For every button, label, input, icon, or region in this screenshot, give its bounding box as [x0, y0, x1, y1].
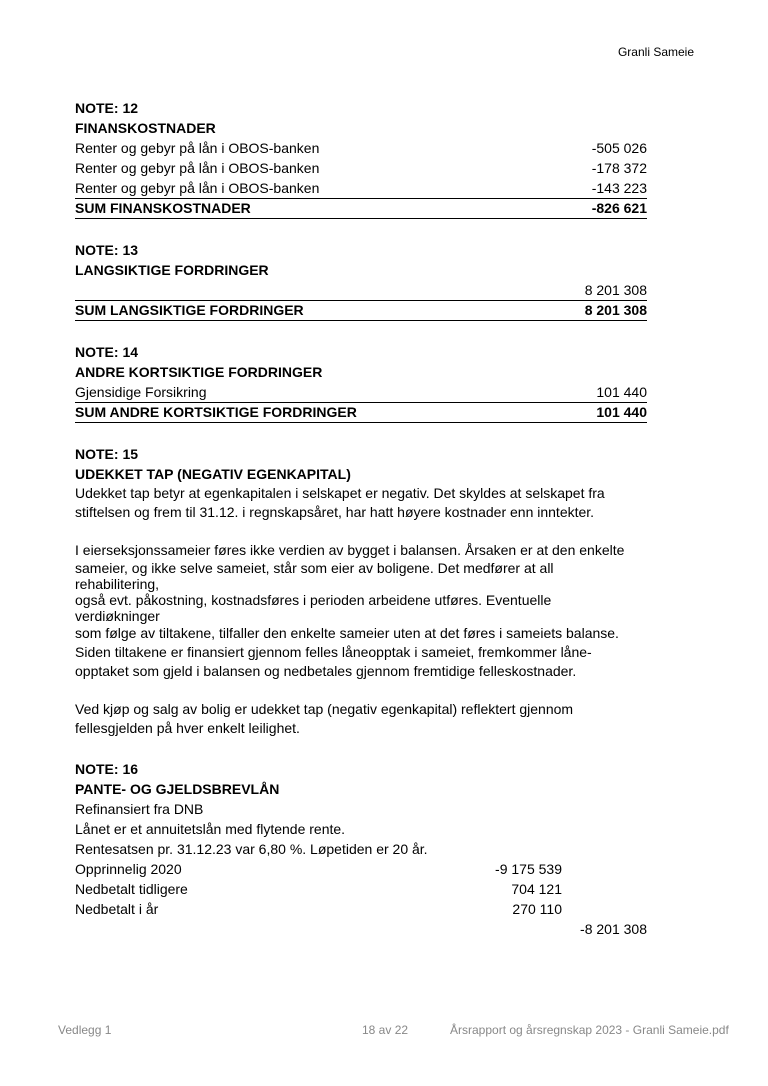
note-13-subtitle: LANGSIKTIGE FORDRINGER	[75, 262, 269, 278]
row-label: Renter og gebyr på lån i OBOS-banken	[75, 140, 320, 156]
sum-row	[75, 300, 647, 321]
row-label: Renter og gebyr på lån i OBOS-banken	[75, 180, 320, 196]
paragraph-line: sameier, og ikke selve sameiet, står som eier av boligene. Det medfører at all	[75, 560, 554, 576]
note-14	[75, 342, 647, 423]
row-value: 8 201 308	[584, 282, 647, 298]
row-label: Gjensidige Forsikring	[75, 384, 207, 400]
note-12-subtitle: FINANSKOSTNADER	[75, 120, 216, 136]
paragraph	[75, 484, 647, 522]
loan-value: -9 175 539	[495, 861, 562, 877]
footer-left: Vedlegg 1	[58, 1023, 112, 1037]
note-12-title: NOTE: 12	[75, 100, 139, 116]
loan-label: Opprinnelig 2020	[75, 861, 182, 877]
paragraph-line: fellesgjelden på hver enkelt leilighet.	[75, 720, 300, 736]
paragraph-line: Udekket tap betyr at egenkapitalen i selskapet er negativ. Det skyldes at selskapet fra	[75, 485, 605, 501]
loan-value: 270 110	[512, 901, 562, 917]
note-16-title: NOTE: 16	[75, 761, 139, 777]
paragraph	[75, 700, 647, 738]
note-13	[75, 240, 647, 321]
text-line: Refinansiert fra DNB	[75, 801, 204, 817]
loan-label: Nedbetalt tidligere	[75, 881, 188, 897]
note-15-title: NOTE: 15	[75, 446, 139, 462]
note-15-subtitle: UDEKKET TAP (NEGATIV EGENKAPITAL)	[75, 466, 351, 482]
table-row	[75, 138, 647, 158]
paragraph-line: rehabilitering,	[75, 576, 160, 592]
paragraph-line: I eierseksjonssameier føres ikke verdien av bygget i balansen. Årsaken er at den enkelte	[75, 542, 625, 558]
note-16	[75, 759, 647, 939]
paragraph-line: verdiøkninger	[75, 608, 160, 624]
loan-value: 704 121	[511, 881, 562, 897]
row-label: Renter og gebyr på lån i OBOS-banken	[75, 160, 320, 176]
sum-label: SUM LANGSIKTIGE FORDRINGER	[75, 302, 304, 318]
paragraph-line: opptaket som gjeld i balansen og nedbetales gjennom fremtidige felleskostnader.	[75, 663, 577, 679]
row-value: -178 372	[591, 160, 647, 176]
paragraph-line: stiftelsen og frem til 31.12. i regnskapsåret, har hatt høyere kostnader enn inntekter.	[75, 504, 595, 520]
sum-value: 8 201 308	[584, 302, 647, 318]
footer-page-number: 18 av 22	[362, 1023, 409, 1037]
loan-row	[75, 859, 647, 879]
header-company: Granli Sameie	[617, 45, 694, 59]
note-14-subtitle: ANDRE KORTSIKTIGE FORDRINGER	[75, 364, 323, 380]
table-row	[75, 280, 647, 300]
loan-row	[75, 879, 647, 899]
table-row	[75, 178, 647, 198]
table-row	[75, 158, 647, 178]
note-13-title: NOTE: 13	[75, 242, 139, 258]
row-value: 101 440	[596, 384, 647, 400]
sum-row	[75, 198, 647, 219]
text-line: Rentesatsen pr. 31.12.23 var 6,80 %. Løpetiden er 20 år.	[75, 841, 428, 857]
note-15	[75, 444, 647, 738]
sum-row	[75, 402, 647, 423]
paragraph-line: også evt. påkostning, kostnadsføres i perioden arbeidene utføres. Eventuelle	[75, 592, 552, 608]
sum-value: -826 621	[591, 200, 647, 216]
sum-label: SUM ANDRE KORTSIKTIGE FORDRINGER	[75, 404, 357, 420]
sum-label: SUM FINANSKOSTNADER	[75, 200, 251, 216]
text-line: Lånet er et annuitetslån med flytende rente.	[75, 821, 346, 837]
row-value: -143 223	[591, 180, 647, 196]
row-value: -505 026	[591, 140, 647, 156]
table-row	[75, 382, 647, 402]
loan-total: -8 201 308	[580, 921, 647, 937]
note-12	[75, 98, 647, 219]
note-16-subtitle: PANTE- OG GJELDSBREVLÅN	[75, 781, 280, 797]
paragraph	[75, 541, 647, 681]
footer-filename: Årsrapport og årsregnskap 2023 - Granli Sameie.pdf	[450, 1023, 729, 1037]
loan-row	[75, 899, 647, 919]
note-14-title: NOTE: 14	[75, 344, 139, 360]
paragraph-line: som følge av tiltakene, tilfaller den enkelte sameier uten at det føres i sameiets balanse.	[75, 625, 619, 641]
loan-label: Nedbetalt i år	[75, 901, 159, 917]
paragraph-line: Siden tiltakene er finansiert gjennom felles låneopptak i sameiet, fremkommer låne-	[75, 644, 592, 660]
paragraph-line: Ved kjøp og salg av bolig er udekket tap (negativ egenkapital) reflektert gjennom	[75, 701, 574, 717]
document-content	[75, 98, 647, 939]
sum-value: 101 440	[596, 404, 647, 420]
